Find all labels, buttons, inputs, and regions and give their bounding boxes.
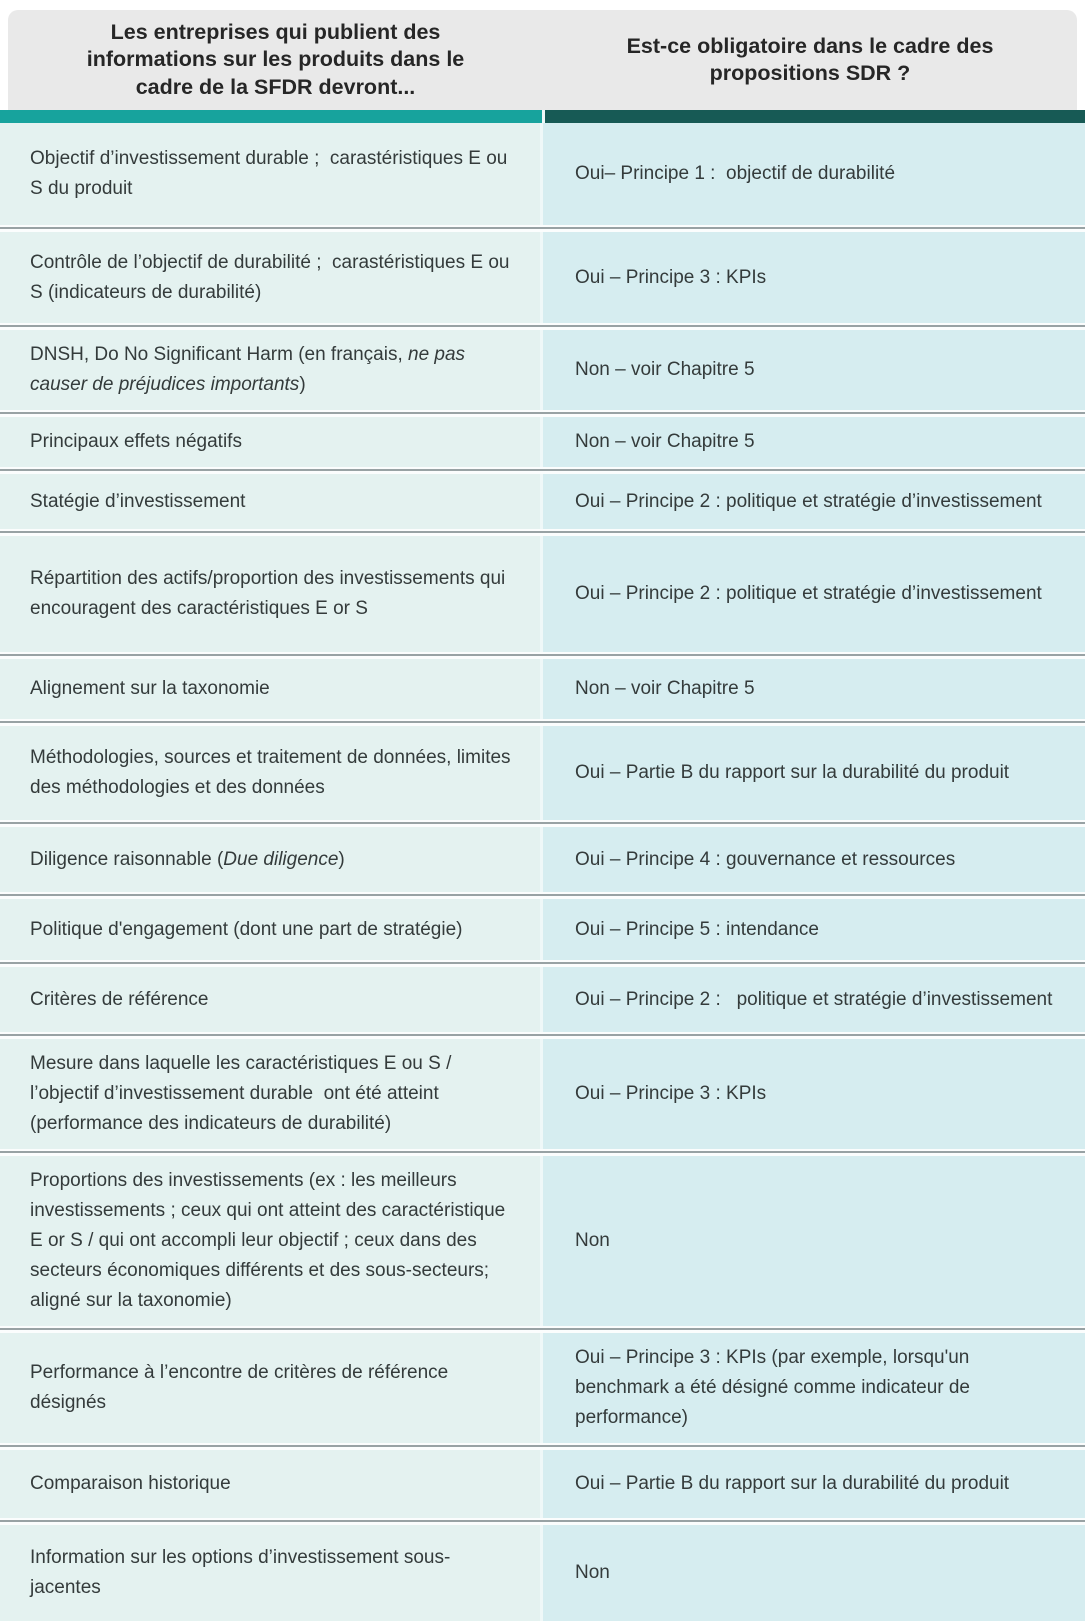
table-row [0,1333,1085,1443]
table-row [0,1156,1085,1326]
sdr-answer-cell [543,474,1085,529]
table-row [0,330,1085,410]
requirement-cell [0,417,540,467]
requirement-cell [0,1525,540,1621]
sdr-answer-cell [543,1039,1085,1149]
sdr-answer-text: Oui – Principe 5 : intendance [575,918,819,940]
table-row [0,123,1085,225]
sdr-answer-cell [543,899,1085,960]
row-separator [0,1443,1085,1450]
requirement-text: Contrôle de l’objectif de durabilité ; carastéristiques E ou S (indicateurs de durabilité) [30,251,515,303]
sdr-answer-text: Oui – Principe 4 : gouvernance et ressources [575,848,956,870]
header-accent-bar [0,110,1085,123]
sdr-answer-text: Oui – Partie B du rapport sur la durabilité du produit [575,1473,1010,1494]
requirement-cell [0,123,540,225]
requirement-text: Principaux effets négatifs [30,431,242,452]
requirement-cell [0,474,540,529]
requirement-cell [0,967,540,1032]
row-separator [0,1149,1085,1156]
row-separator [0,467,1085,474]
row-separator [0,820,1085,827]
requirement-text: DNSH, Do No Significant Harm (en français, ne pas causer de préjudices importants) [30,344,471,395]
table-row [0,232,1085,323]
table-row [0,967,1085,1032]
requirement-cell [0,1039,540,1149]
requirement-cell [0,827,540,892]
sdr-answer-text: Oui– Principe 1 : objectif de durabilité [575,163,896,184]
accent-bar-left-teal [0,110,542,123]
column-header-sdr-obligation: Est-ce obligatoire dans le cadre des propositions SDR ? [626,33,994,85]
table-body [0,123,1085,1621]
sdr-answer-text: Oui – Principe 3 : KPIs [575,1083,767,1104]
row-separator [0,960,1085,967]
requirement-cell [0,330,540,410]
sdr-answer-cell [543,330,1085,410]
sdr-answer-cell [543,1450,1085,1518]
requirement-text: Méthodologies, sources et traitement de données, limites des méthodologies et des données [30,747,516,798]
requirement-text: Objectif d’investissement durable ; carastéristiques E ou S du produit [30,148,513,199]
table-row [0,1450,1085,1518]
requirement-cell [0,726,540,820]
sdr-answer-cell [543,1333,1085,1443]
requirement-text: Performance à l’encontre de critères de référence désignés [30,1362,454,1413]
row-separator [0,225,1085,232]
sdr-answer-cell [543,123,1085,225]
sdr-answer-cell [543,726,1085,820]
table-row [0,827,1085,892]
requirement-cell [0,659,540,719]
sdr-answer-cell [543,659,1085,719]
sdr-answer-cell [543,967,1085,1032]
sdr-answer-cell [543,232,1085,323]
table-row [0,536,1085,652]
sdr-answer-text: Non – voir Chapitre 5 [575,359,755,380]
sdr-answer-text: Oui – Partie B du rapport sur la durabilité du produit [575,762,1010,783]
sdr-answer-cell [543,1525,1085,1621]
sfdr-sdr-comparison-table [0,10,1085,1621]
row-separator [0,529,1085,536]
table-row [0,474,1085,529]
table-row [0,1039,1085,1149]
sdr-answer-text: Oui – Principe 2 : politique et stratégie d’investissement [575,583,1042,604]
requirement-text: Répartition des actifs/proportion des investissements qui encouragent des caractéristiques E or S [30,568,511,619]
requirement-cell [0,899,540,960]
requirement-text: Mesure dans laquelle les caractéristiques E ou S / l’objectif d’investissement durable ont été atteint (performance des indicateurs de durabilité) [30,1053,457,1134]
sdr-answer-cell [543,536,1085,652]
sdr-answer-cell [543,827,1085,892]
sdr-answer-text: Oui – Principe 3 : KPIs (par exemple, lorsqu'un benchmark a été désigné comme indicateur de performance) [575,1347,976,1428]
row-separator [0,323,1085,330]
requirement-text: Critères de référence [30,988,209,1010]
sdr-answer-text: Oui – Principe 3 : KPIs [575,266,767,288]
sdr-answer-text: Non – voir Chapitre 5 [575,431,755,452]
row-separator [0,410,1085,417]
requirement-text: Diligence raisonnable (Due diligence) [30,848,345,870]
table-row [0,899,1085,960]
column-header-sfdr-requirements: Les entreprises qui publient des informations sur les produits dans le cadre de la SFDR devront... [86,19,465,99]
sdr-answer-text: Non [575,1562,610,1583]
requirement-cell [0,1156,540,1326]
requirement-cell [0,1333,540,1443]
accent-bar-right-dark [545,110,1085,123]
requirement-cell [0,1450,540,1518]
sdr-answer-text: Non – voir Chapitre 5 [575,678,755,699]
requirement-text: Politique d'engagement (dont une part de stratégie) [30,918,463,940]
row-separator [0,1326,1085,1333]
sdr-answer-text: Oui – Principe 2 : politique et stratégie d’investissement [575,490,1042,512]
requirement-text: Information sur les options d’investissement sous-jacentes [30,1547,451,1598]
requirement-text: Statégie d’investissement [30,490,246,512]
row-separator [0,1032,1085,1039]
sdr-answer-cell [543,417,1085,467]
table-header [8,10,1077,110]
row-separator [0,892,1085,899]
sdr-answer-text: Oui – Principe 2 : politique et stratégie d’investissement [575,988,1053,1010]
sdr-answer-cell [543,1156,1085,1326]
row-separator [0,652,1085,659]
requirement-text: Alignement sur la taxonomie [30,678,270,699]
sdr-answer-text: Non [575,1230,610,1251]
requirement-text: Comparaison historique [30,1473,231,1494]
table-row [0,1525,1085,1621]
table-row [0,417,1085,467]
row-separator [0,719,1085,726]
requirement-cell [0,536,540,652]
row-separator [0,1518,1085,1525]
table-row [0,659,1085,719]
table-row [0,726,1085,820]
requirement-text: Proportions des investissements (ex : les meilleurs investissements ; ceux qui ont atteint des caractéristique E or S / qui ont accompli leur objectif ; ceux dans des secteurs économiques différents et des sous-secteurs; aligné sur la taxonomie) [30,1170,511,1311]
requirement-cell [0,232,540,323]
